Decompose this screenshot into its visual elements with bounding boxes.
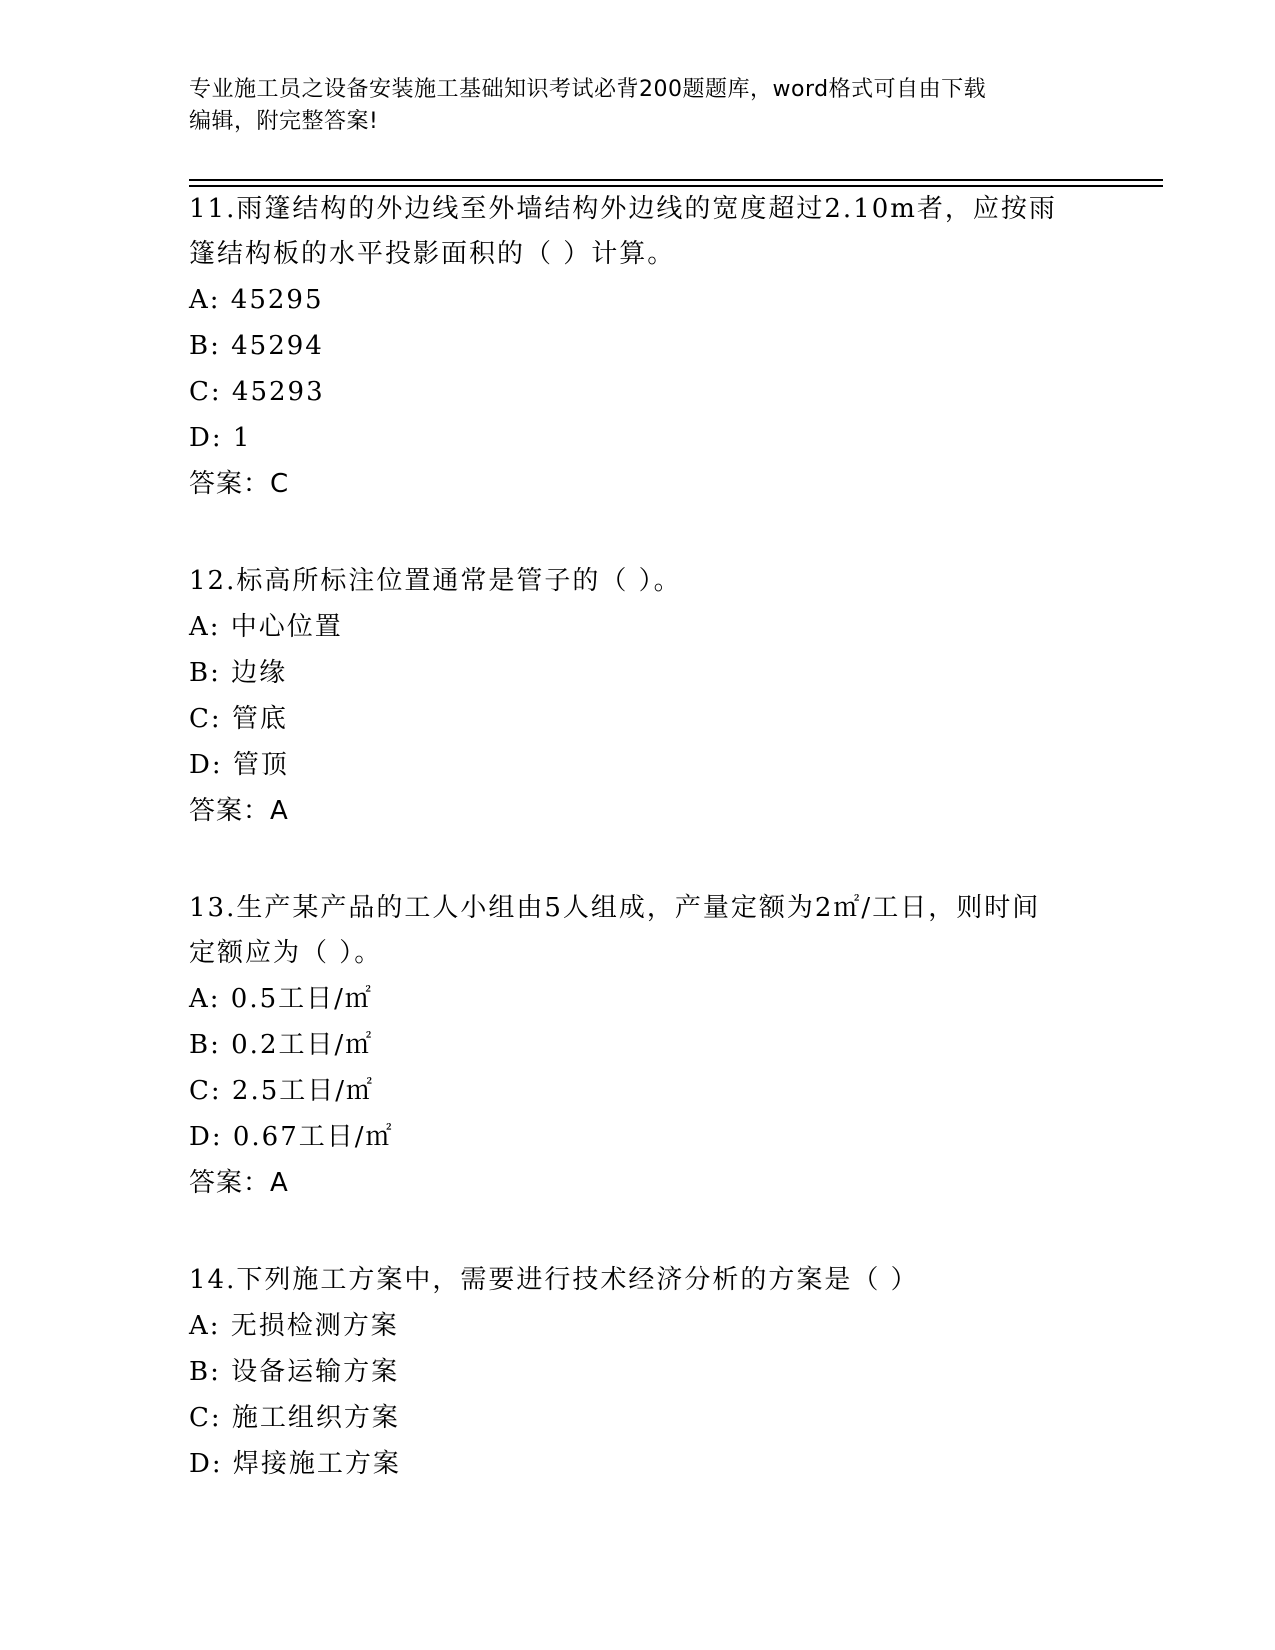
option-d: D: 0.67工日/㎡ bbox=[189, 1122, 394, 1152]
option-b: B: 设备运输方案 bbox=[189, 1357, 400, 1387]
question-list bbox=[189, 187, 1109, 1539]
question-text-line-1: 14.下列施工方案中，需要进行技术经济分析的方案是（ ） bbox=[189, 1265, 919, 1295]
answer-line: 答案：A bbox=[189, 796, 289, 826]
question-text bbox=[189, 187, 1109, 277]
option-d: D: 1 bbox=[189, 423, 252, 453]
question-11 bbox=[189, 187, 1109, 507]
option-d: D: 管顶 bbox=[189, 750, 289, 780]
option-d: D: 焊接施工方案 bbox=[189, 1449, 401, 1479]
option-c: C: 施工组织方案 bbox=[189, 1403, 400, 1433]
option-a: A: 无损检测方案 bbox=[189, 1311, 399, 1341]
option-b: B: 0.2工日/㎡ bbox=[189, 1030, 374, 1060]
question-text bbox=[189, 1258, 1109, 1303]
question-13 bbox=[189, 886, 1109, 1206]
document-header bbox=[189, 74, 1089, 138]
question-12 bbox=[189, 559, 1109, 834]
question-text-line-1: 13.生产某产品的工人小组由5人组成，产量定额为2㎡/工日，则时间 bbox=[189, 893, 1041, 923]
option-c: C: 2.5工日/㎡ bbox=[189, 1076, 375, 1106]
option-b: B: 边缘 bbox=[189, 658, 288, 688]
question-text bbox=[189, 886, 1109, 976]
answer-line: 答案：C bbox=[189, 469, 290, 499]
question-text-line-2: 定额应为（ ）。 bbox=[189, 938, 383, 968]
question-text bbox=[189, 559, 1109, 604]
option-c: C: 管底 bbox=[189, 704, 288, 734]
option-a: A: 45295 bbox=[189, 285, 324, 315]
option-b: B: 45294 bbox=[189, 331, 324, 361]
header-title-line-1: 专业施工员之设备安装施工基础知识考试必背200题题库，word格式可自由下载 bbox=[189, 77, 987, 102]
header-divider-top bbox=[189, 179, 1163, 181]
option-a: A: 中心位置 bbox=[189, 612, 343, 642]
question-text-line-1: 12.标高所标注位置通常是管子的（ ）。 bbox=[189, 566, 682, 596]
answer-line: 答案：A bbox=[189, 1168, 289, 1198]
header-title-line-2: 编辑，附完整答案! bbox=[189, 109, 379, 134]
option-a: A: 0.5工日/㎡ bbox=[189, 984, 373, 1014]
question-14 bbox=[189, 1258, 1109, 1487]
question-text-line-1: 11.雨篷结构的外边线至外墙结构外边线的宽度超过2.10m者，应按雨 bbox=[189, 194, 1057, 224]
option-c: C: 45293 bbox=[189, 377, 325, 407]
question-text-line-2: 篷结构板的水平投影面积的（ ）计算。 bbox=[189, 239, 676, 269]
